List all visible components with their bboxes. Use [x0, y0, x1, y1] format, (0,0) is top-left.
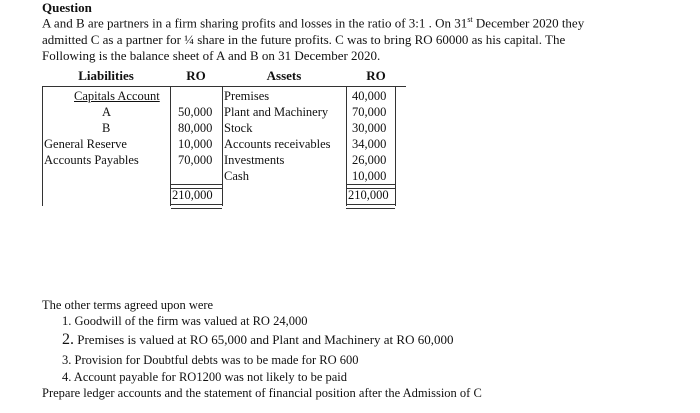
liability-a: A	[102, 105, 112, 119]
question-line-2: admitted C as a partner for ¼ share in the future profits. C was to bring RO 60000 as his capital. The	[42, 32, 566, 47]
asset-amount-premises: 40,000	[352, 89, 387, 103]
liability-b: B	[102, 121, 111, 135]
term-item-3: 3. Provision for Doubtful debts was to be made for RO 600	[62, 353, 359, 367]
liability-general-reserve: General Reserve	[44, 137, 127, 151]
table-divider	[395, 86, 396, 206]
liability-amount-a: 50,000	[178, 105, 213, 119]
term-item-2-text: Premises is valued at RO 65,000 and Plant and Machinery at RO 60,000	[77, 332, 454, 347]
asset-accounts-receivables: Accounts receivables	[224, 137, 331, 151]
liability-accounts-payables: Accounts Payables	[44, 153, 139, 167]
terms-closing: Prepare ledger accounts and the statement of financial position after the Admission of C	[42, 386, 482, 400]
header-assets: Assets	[266, 68, 302, 83]
term-item-2	[62, 331, 453, 349]
asset-premises: Premises	[224, 89, 270, 103]
liability-capitals-account: Capitals Account	[74, 89, 160, 103]
liabilities-total: 210,000	[172, 188, 213, 202]
asset-amount-stock: 30,000	[352, 121, 387, 135]
total-rule	[346, 204, 395, 209]
asset-amount-cash: 10,000	[352, 169, 387, 183]
assets-total: 210,000	[348, 188, 389, 202]
asset-investments: Investments	[224, 153, 285, 167]
question-line-3: Following is the balance sheet of A and B on 31 December 2020.	[42, 48, 381, 63]
term-item-4: 4. Account payable for RO1200 was not likely to be paid	[62, 370, 348, 384]
term-item-1: 1. Goodwill of the firm was valued at RO 24,000	[62, 314, 308, 328]
terms-intro: The other terms agreed upon were	[42, 298, 214, 312]
header-ro-assets: RO	[366, 68, 386, 83]
table-header-row	[42, 66, 406, 87]
header-liabilities: Liabilities	[78, 68, 134, 83]
asset-amount-plant-machinery: 70,000	[352, 105, 387, 119]
table-divider	[42, 86, 43, 206]
table-divider	[222, 86, 223, 206]
liability-amount-general-reserve: 10,000	[178, 137, 213, 151]
header-ro-liabilities: RO	[186, 68, 206, 83]
asset-plant-machinery: Plant and Machinery	[224, 105, 329, 119]
term-item-2-number: 2.	[62, 331, 74, 348]
question-line-1: A and B are partners in a firm sharing profits and losses in the ratio of 3:1 . On 31st December 2020 they	[42, 15, 585, 31]
liability-amount-b: 80,000	[178, 121, 213, 135]
balance-sheet-table	[42, 66, 406, 214]
total-rule	[171, 204, 222, 209]
liability-amount-accounts-payables: 70,000	[178, 153, 213, 167]
asset-amount-investments: 26,000	[352, 153, 387, 167]
asset-stock: Stock	[224, 121, 253, 135]
question-title: Question	[42, 0, 92, 15]
asset-cash: Cash	[224, 169, 249, 183]
asset-amount-accounts-receivables: 34,000	[352, 137, 387, 151]
